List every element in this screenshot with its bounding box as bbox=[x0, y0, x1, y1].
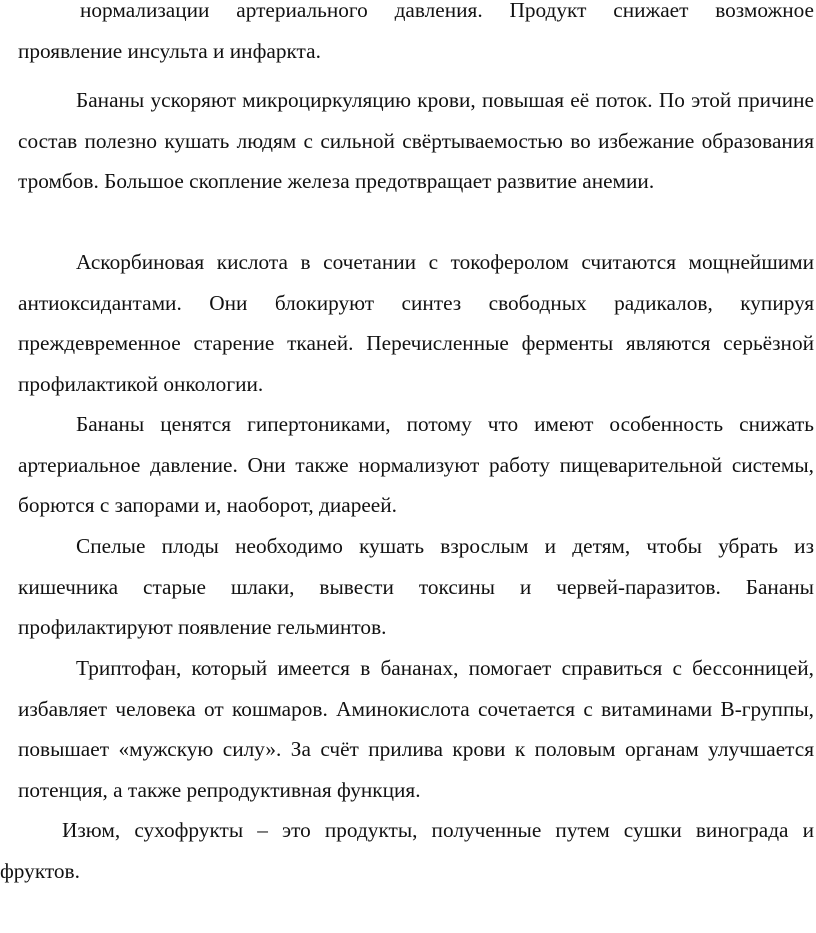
paragraph-tryptophan: Триптофан, который имеется в бананах, помогает справиться с бессонницей, избавляет человека от кошмаров. Аминокислота сочетается с витаминами В-группы, повышает «мужскую силу». За счёт прилива крови к половым органам улучшается потенция, а также репродуктивная функция. bbox=[18, 656, 814, 803]
paragraph-hypertension: Бананы ценятся гипертониками, потому что имеют особенность снижать артериальное давление. Они также нормализуют работу пищеварительной системы, борются с запорами и, наоборот, диареей. bbox=[18, 412, 814, 518]
paragraph-ascorbic-acid: Аскорбиновая кислота в сочетании с токоферолом считаются мощнейшими антиоксидантами. Они блокируют синтез свободных радикалов, купируя преждевременное старение тканей. Перечисленные ферменты являются серьёзной профилактикой онкологии. bbox=[18, 250, 814, 397]
paragraph-continued: нормализации артериального давления. Продукт снижает возможное проявление инсульта и инфаркта. bbox=[18, 0, 814, 63]
paragraph-bananas-circulation: Бананы ускоряют микроциркуляцию крови, повышая её поток. По этой причине состав полезно кушать людям с сильной свёртываемостью во избежание образования тромбов. Большое скопление железа предотвращает развитие анемии. bbox=[18, 88, 814, 194]
paragraph-ripe-fruits: Спелые плоды необходимо кушать взрослым и детям, чтобы убрать из кишечника старые шлаки, вывести токсины и червей-паразитов. Бананы профилактируют появление гельминтов. bbox=[18, 534, 814, 640]
paragraph-raisins: Изюм, сухофрукты – это продукты, полученные путем сушки винограда и фруктов. bbox=[0, 818, 814, 883]
